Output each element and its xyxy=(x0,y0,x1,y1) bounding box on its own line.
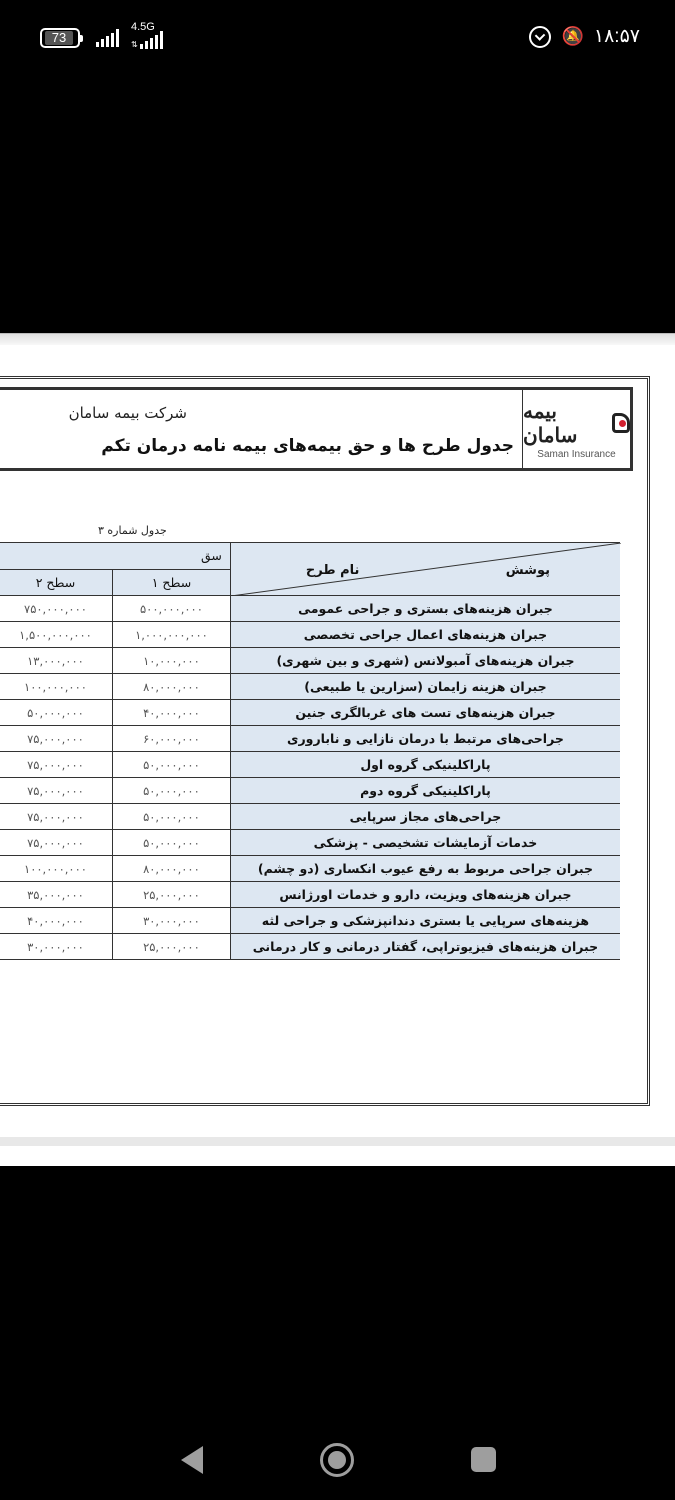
saman-logo-icon xyxy=(612,413,630,433)
level1-value: ۲۵,۰۰۰,۰۰۰ xyxy=(112,882,230,908)
title-box xyxy=(0,390,522,468)
viewer-top-edge xyxy=(0,333,675,345)
row-label: جراحی‌های مجاز سرپایی xyxy=(230,804,620,830)
table-row xyxy=(0,674,620,700)
table-caption: جدول شماره ۳ xyxy=(98,524,167,537)
back-icon[interactable] xyxy=(181,1446,203,1474)
level1-value: ۲۵,۰۰۰,۰۰۰ xyxy=(112,934,230,960)
home-icon[interactable] xyxy=(320,1443,354,1477)
logo-text-fa: بیمه سامان xyxy=(523,398,578,447)
table-row xyxy=(0,804,620,830)
status-left xyxy=(40,21,163,49)
clock: ۱۸:۵۷ xyxy=(593,26,640,47)
level2-value: ۷۵,۰۰۰,۰۰۰ xyxy=(0,804,112,830)
level1-value: ۵۰,۰۰۰,۰۰۰ xyxy=(112,778,230,804)
company-logo xyxy=(522,390,630,468)
row-label: جراحی‌های مرتبط با درمان نازایی و ناباروری xyxy=(230,726,620,752)
logo-text-en: Saman Insurance xyxy=(537,448,616,460)
level2-value: ۳۵,۰۰۰,۰۰۰ xyxy=(0,882,112,908)
row-label: پاراکلینیکی گروه اول xyxy=(230,752,620,778)
level2-value: ۷۵,۰۰۰,۰۰۰ xyxy=(0,726,112,752)
level2-header: سطح ۲ xyxy=(0,569,112,596)
vibrate-off-icon: 🔕 xyxy=(561,26,584,46)
plan-name-header: نام طرح xyxy=(305,563,360,578)
table-row xyxy=(0,752,620,778)
status-right xyxy=(529,25,640,48)
battery-icon xyxy=(40,28,80,48)
premium-table xyxy=(0,542,620,960)
level1-value: ۴۰,۰۰۰,۰۰۰ xyxy=(112,700,230,726)
level2-value: ۷۵,۰۰۰,۰۰۰ xyxy=(0,830,112,856)
alarm-icon xyxy=(529,26,551,48)
table-row xyxy=(0,648,620,674)
table-row xyxy=(0,908,620,934)
table-row xyxy=(0,934,620,960)
row-label: جبران هزینه‌های فیزیوتراپی، گفتار درمانی و کار درمانی xyxy=(230,934,620,960)
coverage-header: پوشش xyxy=(505,563,550,578)
level1-value: ۱,۰۰۰,۰۰۰,۰۰۰ xyxy=(112,622,230,648)
level2-value: ۱,۵۰۰,۰۰۰,۰۰۰ xyxy=(0,622,112,648)
table-row xyxy=(0,778,620,804)
level1-value: ۵۰,۰۰۰,۰۰۰ xyxy=(112,804,230,830)
level2-value: ۵۰,۰۰۰,۰۰۰ xyxy=(0,700,112,726)
network-type: 4.5G xyxy=(131,21,155,33)
row-label: خدمات آزمایشات تشخیصی - پزشکی xyxy=(230,830,620,856)
level2-value: ۳۰,۰۰۰,۰۰۰ xyxy=(0,934,112,960)
level1-value: ۸۰,۰۰۰,۰۰۰ xyxy=(112,856,230,882)
level1-value: ۶۰,۰۰۰,۰۰۰ xyxy=(112,726,230,752)
row-label: جبران هزینه‌های آمبولانس (شهری و بین شهری) xyxy=(230,648,620,674)
level1-value: ۱۰,۰۰۰,۰۰۰ xyxy=(112,648,230,674)
viewer-bottom-edge xyxy=(0,1137,675,1146)
table-row xyxy=(0,882,620,908)
table-header-row xyxy=(0,543,620,570)
row-label: جبران هزینه‌های ویزیت، دارو و خدمات اورژانس xyxy=(230,882,620,908)
row-label: جبران هزینه‌های تست های غربالگری جنین xyxy=(230,700,620,726)
recents-icon[interactable] xyxy=(471,1447,496,1472)
level2-value: ۷۵,۰۰۰,۰۰۰ xyxy=(0,778,112,804)
level2-value: ۱۳,۰۰۰,۰۰۰ xyxy=(0,648,112,674)
data-arrows-icon: ⇅ xyxy=(131,40,138,49)
level1-value: ۸۰,۰۰۰,۰۰۰ xyxy=(112,674,230,700)
level1-value: ۳۰,۰۰۰,۰۰۰ xyxy=(112,908,230,934)
row-label: جبران جراحی مربوط به رفع عیوب انکساری (دو چشم) xyxy=(230,856,620,882)
image-viewer[interactable] xyxy=(0,333,675,1166)
table-row xyxy=(0,856,620,882)
level2-value: ۷۵۰,۰۰۰,۰۰۰ xyxy=(0,596,112,622)
row-label: جبران هزینه‌های بستری و جراحی عمومی xyxy=(230,596,620,622)
table-row xyxy=(0,622,620,648)
navigation-bar xyxy=(0,1166,675,1500)
level1-header: سطح ۱ xyxy=(112,569,230,596)
level2-value: ۷۵,۰۰۰,۰۰۰ xyxy=(0,752,112,778)
battery-level: 73 xyxy=(45,31,73,45)
signal-icon xyxy=(96,29,119,47)
level1-value: ۵۰۰,۰۰۰,۰۰۰ xyxy=(112,596,230,622)
diagonal-header-cell xyxy=(230,543,620,596)
document-page xyxy=(0,376,650,1106)
table-row xyxy=(0,700,620,726)
document-header xyxy=(0,387,633,471)
row-label: پاراکلینیکی گروه دوم xyxy=(230,778,620,804)
level2-value: ۴۰,۰۰۰,۰۰۰ xyxy=(0,908,112,934)
document-title: جدول طرح ها و حق بیمه‌های بیمه نامه درمان تکم xyxy=(101,436,514,456)
row-label: جبران هزینه زایمان (سزارین یا طبیعی) xyxy=(230,674,620,700)
mobile-data-icon xyxy=(131,21,163,49)
row-label: جبران هزینه‌های اعمال جراحی تخصصی xyxy=(230,622,620,648)
table-row xyxy=(0,596,620,622)
level1-value: ۵۰,۰۰۰,۰۰۰ xyxy=(112,752,230,778)
row-label: هزینه‌های سرپایی یا بستری دندانپزشکی و جراحی لثه xyxy=(230,908,620,934)
table-row xyxy=(0,726,620,752)
ceiling-header: سق xyxy=(0,543,230,570)
level2-value: ۱۰۰,۰۰۰,۰۰۰ xyxy=(0,674,112,700)
table-row xyxy=(0,830,620,856)
status-bar xyxy=(0,0,675,80)
company-name: شرکت بیمه سامان xyxy=(68,404,187,422)
level1-value: ۵۰,۰۰۰,۰۰۰ xyxy=(112,830,230,856)
diagonal-line xyxy=(231,543,621,596)
level2-value: ۱۰۰,۰۰۰,۰۰۰ xyxy=(0,856,112,882)
